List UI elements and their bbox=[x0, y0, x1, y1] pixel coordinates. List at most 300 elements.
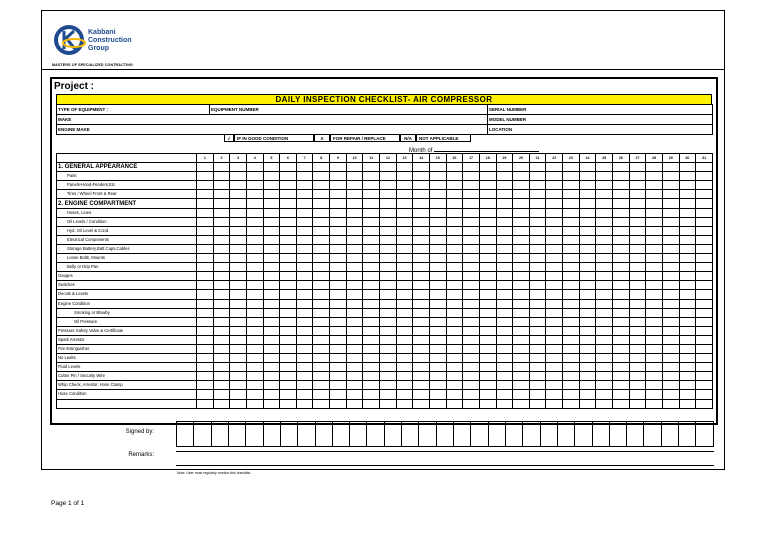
check-cell[interactable] bbox=[330, 181, 347, 190]
check-cell[interactable] bbox=[296, 235, 313, 244]
check-cell[interactable] bbox=[197, 208, 214, 217]
check-cell[interactable] bbox=[513, 281, 530, 290]
check-cell[interactable] bbox=[330, 217, 347, 226]
check-cell[interactable] bbox=[463, 326, 480, 335]
check-cell[interactable] bbox=[479, 190, 496, 199]
check-cell[interactable] bbox=[413, 217, 430, 226]
check-cell[interactable] bbox=[629, 381, 646, 390]
check-cell[interactable] bbox=[596, 272, 613, 281]
check-cell[interactable] bbox=[230, 235, 247, 244]
check-cell[interactable] bbox=[213, 254, 230, 263]
check-cell[interactable] bbox=[429, 263, 446, 272]
check-cell[interactable] bbox=[246, 290, 263, 299]
check-cell[interactable] bbox=[313, 335, 330, 344]
check-cell[interactable] bbox=[629, 263, 646, 272]
check-cell[interactable] bbox=[246, 326, 263, 335]
check-cell[interactable] bbox=[380, 308, 397, 317]
check-cell[interactable] bbox=[662, 181, 679, 190]
check-cell[interactable] bbox=[413, 163, 430, 172]
check-cell[interactable] bbox=[263, 372, 280, 381]
check-cell[interactable] bbox=[529, 263, 546, 272]
check-cell[interactable] bbox=[696, 272, 713, 281]
check-cell[interactable] bbox=[446, 390, 463, 399]
check-cell[interactable] bbox=[646, 172, 663, 181]
check-cell[interactable] bbox=[396, 254, 413, 263]
check-cell[interactable] bbox=[363, 263, 380, 272]
check-cell[interactable] bbox=[546, 181, 563, 190]
check-cell[interactable] bbox=[197, 390, 214, 399]
check-cell[interactable] bbox=[429, 199, 446, 208]
check-cell[interactable] bbox=[296, 199, 313, 208]
check-cell[interactable] bbox=[280, 263, 297, 272]
check-cell[interactable] bbox=[363, 390, 380, 399]
check-cell[interactable] bbox=[396, 226, 413, 235]
check-cell[interactable] bbox=[496, 263, 513, 272]
check-cell[interactable] bbox=[546, 335, 563, 344]
check-cell[interactable] bbox=[396, 317, 413, 326]
check-cell[interactable] bbox=[679, 226, 696, 235]
check-cell[interactable] bbox=[679, 281, 696, 290]
check-cell[interactable] bbox=[263, 299, 280, 308]
check-cell[interactable] bbox=[197, 163, 214, 172]
check-cell[interactable] bbox=[679, 190, 696, 199]
check-cell[interactable] bbox=[213, 172, 230, 181]
signature-cell[interactable] bbox=[298, 422, 315, 447]
check-cell[interactable] bbox=[496, 235, 513, 244]
check-cell[interactable] bbox=[479, 326, 496, 335]
check-cell[interactable] bbox=[479, 163, 496, 172]
check-cell[interactable] bbox=[679, 290, 696, 299]
check-cell[interactable] bbox=[613, 317, 630, 326]
check-cell[interactable] bbox=[696, 254, 713, 263]
check-cell[interactable] bbox=[662, 226, 679, 235]
check-cell[interactable] bbox=[563, 326, 580, 335]
signature-cell[interactable] bbox=[436, 422, 453, 447]
check-cell[interactable] bbox=[696, 299, 713, 308]
check-cell[interactable] bbox=[313, 290, 330, 299]
check-cell[interactable] bbox=[313, 299, 330, 308]
check-cell[interactable] bbox=[363, 254, 380, 263]
check-cell[interactable] bbox=[696, 281, 713, 290]
check-cell[interactable] bbox=[563, 163, 580, 172]
check-cell[interactable] bbox=[380, 244, 397, 253]
check-cell[interactable] bbox=[429, 281, 446, 290]
check-cell[interactable] bbox=[446, 381, 463, 390]
signature-cell[interactable] bbox=[644, 422, 661, 447]
check-cell[interactable] bbox=[696, 335, 713, 344]
check-cell[interactable] bbox=[463, 390, 480, 399]
check-cell[interactable] bbox=[296, 372, 313, 381]
check-cell[interactable] bbox=[613, 390, 630, 399]
check-cell[interactable] bbox=[596, 217, 613, 226]
check-cell[interactable] bbox=[413, 281, 430, 290]
check-cell[interactable] bbox=[662, 272, 679, 281]
check-cell[interactable] bbox=[629, 181, 646, 190]
check-cell[interactable] bbox=[446, 399, 463, 408]
check-cell[interactable] bbox=[579, 290, 596, 299]
check-cell[interactable] bbox=[213, 354, 230, 363]
check-cell[interactable] bbox=[479, 208, 496, 217]
check-cell[interactable] bbox=[197, 326, 214, 335]
check-cell[interactable] bbox=[213, 326, 230, 335]
check-cell[interactable] bbox=[646, 226, 663, 235]
check-cell[interactable] bbox=[197, 254, 214, 263]
check-cell[interactable] bbox=[463, 281, 480, 290]
check-cell[interactable] bbox=[296, 381, 313, 390]
signature-cell[interactable] bbox=[679, 422, 696, 447]
check-cell[interactable] bbox=[246, 163, 263, 172]
check-cell[interactable] bbox=[413, 272, 430, 281]
check-cell[interactable] bbox=[363, 226, 380, 235]
check-cell[interactable] bbox=[496, 163, 513, 172]
check-cell[interactable] bbox=[296, 226, 313, 235]
check-cell[interactable] bbox=[363, 172, 380, 181]
equipment-number-field[interactable]: EQUIPMENT NUMBER bbox=[210, 105, 488, 115]
check-cell[interactable] bbox=[197, 317, 214, 326]
check-cell[interactable] bbox=[346, 372, 363, 381]
check-cell[interactable] bbox=[263, 208, 280, 217]
check-cell[interactable] bbox=[646, 235, 663, 244]
check-cell[interactable] bbox=[463, 354, 480, 363]
check-cell[interactable] bbox=[613, 190, 630, 199]
check-cell[interactable] bbox=[446, 372, 463, 381]
check-cell[interactable] bbox=[380, 254, 397, 263]
check-cell[interactable] bbox=[629, 190, 646, 199]
check-cell[interactable] bbox=[513, 317, 530, 326]
check-cell[interactable] bbox=[313, 190, 330, 199]
signature-cell[interactable] bbox=[488, 422, 505, 447]
check-cell[interactable] bbox=[346, 199, 363, 208]
check-cell[interactable] bbox=[546, 317, 563, 326]
check-cell[interactable] bbox=[696, 372, 713, 381]
check-cell[interactable] bbox=[679, 263, 696, 272]
check-cell[interactable] bbox=[629, 299, 646, 308]
check-cell[interactable] bbox=[429, 217, 446, 226]
check-cell[interactable] bbox=[363, 208, 380, 217]
check-cell[interactable] bbox=[280, 172, 297, 181]
signature-cell[interactable] bbox=[609, 422, 626, 447]
check-cell[interactable] bbox=[197, 354, 214, 363]
check-cell[interactable] bbox=[563, 272, 580, 281]
check-cell[interactable] bbox=[330, 263, 347, 272]
signature-cell[interactable] bbox=[228, 422, 245, 447]
check-cell[interactable] bbox=[696, 344, 713, 353]
signature-cell[interactable] bbox=[575, 422, 592, 447]
check-cell[interactable] bbox=[579, 226, 596, 235]
check-cell[interactable] bbox=[596, 163, 613, 172]
check-cell[interactable] bbox=[463, 317, 480, 326]
check-cell[interactable] bbox=[679, 172, 696, 181]
check-cell[interactable] bbox=[380, 399, 397, 408]
check-cell[interactable] bbox=[230, 372, 247, 381]
check-cell[interactable] bbox=[463, 272, 480, 281]
check-cell[interactable] bbox=[213, 235, 230, 244]
check-cell[interactable] bbox=[563, 317, 580, 326]
check-cell[interactable] bbox=[429, 208, 446, 217]
check-cell[interactable] bbox=[696, 217, 713, 226]
check-cell[interactable] bbox=[280, 181, 297, 190]
check-cell[interactable] bbox=[280, 190, 297, 199]
check-cell[interactable] bbox=[346, 281, 363, 290]
check-cell[interactable] bbox=[213, 272, 230, 281]
check-cell[interactable] bbox=[280, 399, 297, 408]
check-cell[interactable] bbox=[446, 217, 463, 226]
signature-cell[interactable] bbox=[211, 422, 228, 447]
check-cell[interactable] bbox=[529, 272, 546, 281]
check-cell[interactable] bbox=[263, 163, 280, 172]
check-cell[interactable] bbox=[563, 308, 580, 317]
check-cell[interactable] bbox=[513, 254, 530, 263]
check-cell[interactable] bbox=[646, 272, 663, 281]
check-cell[interactable] bbox=[396, 326, 413, 335]
check-cell[interactable] bbox=[363, 190, 380, 199]
check-cell[interactable] bbox=[596, 190, 613, 199]
check-cell[interactable] bbox=[296, 299, 313, 308]
check-cell[interactable] bbox=[513, 226, 530, 235]
check-cell[interactable] bbox=[646, 190, 663, 199]
check-cell[interactable] bbox=[346, 235, 363, 244]
check-cell[interactable] bbox=[662, 163, 679, 172]
check-cell[interactable] bbox=[679, 363, 696, 372]
check-cell[interactable] bbox=[529, 226, 546, 235]
check-cell[interactable] bbox=[696, 235, 713, 244]
check-cell[interactable] bbox=[313, 235, 330, 244]
check-cell[interactable] bbox=[280, 235, 297, 244]
check-cell[interactable] bbox=[230, 190, 247, 199]
check-cell[interactable] bbox=[346, 344, 363, 353]
check-cell[interactable] bbox=[662, 235, 679, 244]
check-cell[interactable] bbox=[646, 208, 663, 217]
check-cell[interactable] bbox=[296, 344, 313, 353]
check-cell[interactable] bbox=[263, 272, 280, 281]
check-cell[interactable] bbox=[230, 254, 247, 263]
check-cell[interactable] bbox=[579, 399, 596, 408]
check-cell[interactable] bbox=[280, 354, 297, 363]
check-cell[interactable] bbox=[396, 390, 413, 399]
check-cell[interactable] bbox=[662, 263, 679, 272]
check-cell[interactable] bbox=[662, 299, 679, 308]
check-cell[interactable] bbox=[596, 254, 613, 263]
check-cell[interactable] bbox=[396, 308, 413, 317]
check-cell[interactable] bbox=[529, 308, 546, 317]
check-cell[interactable] bbox=[213, 181, 230, 190]
check-cell[interactable] bbox=[496, 208, 513, 217]
check-cell[interactable] bbox=[546, 299, 563, 308]
check-cell[interactable] bbox=[313, 381, 330, 390]
check-cell[interactable] bbox=[280, 363, 297, 372]
check-cell[interactable] bbox=[197, 335, 214, 344]
check-cell[interactable] bbox=[413, 226, 430, 235]
check-cell[interactable] bbox=[563, 208, 580, 217]
check-cell[interactable] bbox=[280, 326, 297, 335]
check-cell[interactable] bbox=[613, 163, 630, 172]
check-cell[interactable] bbox=[296, 272, 313, 281]
check-cell[interactable] bbox=[413, 172, 430, 181]
check-cell[interactable] bbox=[696, 290, 713, 299]
serial-number-field[interactable]: SERIAL NUMBER bbox=[488, 105, 713, 115]
check-cell[interactable] bbox=[313, 172, 330, 181]
signature-cell[interactable] bbox=[627, 422, 644, 447]
check-cell[interactable] bbox=[629, 326, 646, 335]
remarks-line[interactable] bbox=[176, 465, 714, 466]
check-cell[interactable] bbox=[513, 381, 530, 390]
check-cell[interactable] bbox=[446, 254, 463, 263]
check-cell[interactable] bbox=[346, 254, 363, 263]
check-cell[interactable] bbox=[280, 254, 297, 263]
check-cell[interactable] bbox=[280, 335, 297, 344]
check-cell[interactable] bbox=[296, 308, 313, 317]
check-cell[interactable] bbox=[679, 372, 696, 381]
check-cell[interactable] bbox=[346, 390, 363, 399]
check-cell[interactable] bbox=[429, 172, 446, 181]
check-cell[interactable] bbox=[413, 254, 430, 263]
check-cell[interactable] bbox=[396, 244, 413, 253]
check-cell[interactable] bbox=[696, 190, 713, 199]
check-cell[interactable] bbox=[546, 326, 563, 335]
check-cell[interactable] bbox=[646, 181, 663, 190]
check-cell[interactable] bbox=[263, 344, 280, 353]
check-cell[interactable] bbox=[346, 363, 363, 372]
check-cell[interactable] bbox=[446, 363, 463, 372]
check-cell[interactable] bbox=[613, 308, 630, 317]
check-cell[interactable] bbox=[197, 190, 214, 199]
check-cell[interactable] bbox=[479, 226, 496, 235]
check-cell[interactable] bbox=[246, 272, 263, 281]
check-cell[interactable] bbox=[246, 308, 263, 317]
check-cell[interactable] bbox=[230, 217, 247, 226]
check-cell[interactable] bbox=[596, 354, 613, 363]
signature-cell[interactable] bbox=[194, 422, 211, 447]
check-cell[interactable] bbox=[613, 263, 630, 272]
check-cell[interactable] bbox=[280, 372, 297, 381]
check-cell[interactable] bbox=[413, 399, 430, 408]
check-cell[interactable] bbox=[280, 226, 297, 235]
check-cell[interactable] bbox=[496, 381, 513, 390]
check-cell[interactable] bbox=[546, 208, 563, 217]
check-cell[interactable] bbox=[563, 190, 580, 199]
check-cell[interactable] bbox=[513, 172, 530, 181]
check-cell[interactable] bbox=[579, 190, 596, 199]
check-cell[interactable] bbox=[396, 290, 413, 299]
check-cell[interactable] bbox=[579, 217, 596, 226]
check-cell[interactable] bbox=[596, 226, 613, 235]
check-cell[interactable] bbox=[513, 354, 530, 363]
check-cell[interactable] bbox=[596, 244, 613, 253]
check-cell[interactable] bbox=[662, 381, 679, 390]
check-cell[interactable] bbox=[479, 263, 496, 272]
check-cell[interactable] bbox=[429, 326, 446, 335]
check-cell[interactable] bbox=[446, 335, 463, 344]
check-cell[interactable] bbox=[696, 308, 713, 317]
check-cell[interactable] bbox=[429, 190, 446, 199]
check-cell[interactable] bbox=[330, 299, 347, 308]
check-cell[interactable] bbox=[213, 299, 230, 308]
check-cell[interactable] bbox=[246, 399, 263, 408]
check-cell[interactable] bbox=[629, 390, 646, 399]
check-cell[interactable] bbox=[263, 290, 280, 299]
check-cell[interactable] bbox=[263, 172, 280, 181]
check-cell[interactable] bbox=[263, 363, 280, 372]
check-cell[interactable] bbox=[679, 344, 696, 353]
check-cell[interactable] bbox=[496, 299, 513, 308]
check-cell[interactable] bbox=[396, 381, 413, 390]
check-cell[interactable] bbox=[579, 381, 596, 390]
check-cell[interactable] bbox=[662, 281, 679, 290]
check-cell[interactable] bbox=[496, 308, 513, 317]
check-cell[interactable] bbox=[463, 172, 480, 181]
signature-cell[interactable] bbox=[592, 422, 609, 447]
check-cell[interactable] bbox=[696, 172, 713, 181]
check-cell[interactable] bbox=[380, 390, 397, 399]
check-cell[interactable] bbox=[579, 235, 596, 244]
check-cell[interactable] bbox=[429, 181, 446, 190]
check-cell[interactable] bbox=[429, 344, 446, 353]
check-cell[interactable] bbox=[263, 217, 280, 226]
check-cell[interactable] bbox=[429, 381, 446, 390]
check-cell[interactable] bbox=[629, 163, 646, 172]
check-cell[interactable] bbox=[346, 217, 363, 226]
check-cell[interactable] bbox=[662, 326, 679, 335]
check-cell[interactable] bbox=[513, 326, 530, 335]
check-cell[interactable] bbox=[662, 344, 679, 353]
check-cell[interactable] bbox=[662, 217, 679, 226]
check-cell[interactable] bbox=[197, 217, 214, 226]
check-cell[interactable] bbox=[629, 235, 646, 244]
check-cell[interactable] bbox=[197, 244, 214, 253]
check-cell[interactable] bbox=[563, 281, 580, 290]
check-cell[interactable] bbox=[463, 254, 480, 263]
signature-cell[interactable] bbox=[315, 422, 332, 447]
check-cell[interactable] bbox=[230, 335, 247, 344]
check-cell[interactable] bbox=[463, 163, 480, 172]
check-cell[interactable] bbox=[330, 281, 347, 290]
check-cell[interactable] bbox=[197, 235, 214, 244]
signature-cell[interactable] bbox=[505, 422, 522, 447]
check-cell[interactable] bbox=[363, 235, 380, 244]
check-cell[interactable] bbox=[296, 217, 313, 226]
check-cell[interactable] bbox=[563, 354, 580, 363]
check-cell[interactable] bbox=[346, 290, 363, 299]
check-cell[interactable] bbox=[629, 335, 646, 344]
check-cell[interactable] bbox=[463, 181, 480, 190]
check-cell[interactable] bbox=[613, 244, 630, 253]
check-cell[interactable] bbox=[413, 199, 430, 208]
check-cell[interactable] bbox=[313, 372, 330, 381]
check-cell[interactable] bbox=[330, 344, 347, 353]
check-cell[interactable] bbox=[197, 299, 214, 308]
check-cell[interactable] bbox=[696, 399, 713, 408]
check-cell[interactable] bbox=[662, 199, 679, 208]
check-cell[interactable] bbox=[396, 372, 413, 381]
check-cell[interactable] bbox=[546, 235, 563, 244]
check-cell[interactable] bbox=[446, 208, 463, 217]
check-cell[interactable] bbox=[429, 372, 446, 381]
signature-cell[interactable] bbox=[246, 422, 263, 447]
check-cell[interactable] bbox=[479, 299, 496, 308]
check-cell[interactable] bbox=[563, 344, 580, 353]
type-of-equipment-field[interactable]: TYPE OF EQUIPMENT : bbox=[57, 105, 210, 115]
check-cell[interactable] bbox=[429, 272, 446, 281]
check-cell[interactable] bbox=[613, 272, 630, 281]
check-cell[interactable] bbox=[596, 263, 613, 272]
check-cell[interactable] bbox=[696, 226, 713, 235]
check-cell[interactable] bbox=[313, 363, 330, 372]
check-cell[interactable] bbox=[280, 299, 297, 308]
check-cell[interactable] bbox=[679, 217, 696, 226]
check-cell[interactable] bbox=[646, 308, 663, 317]
check-cell[interactable] bbox=[596, 308, 613, 317]
check-cell[interactable] bbox=[296, 281, 313, 290]
